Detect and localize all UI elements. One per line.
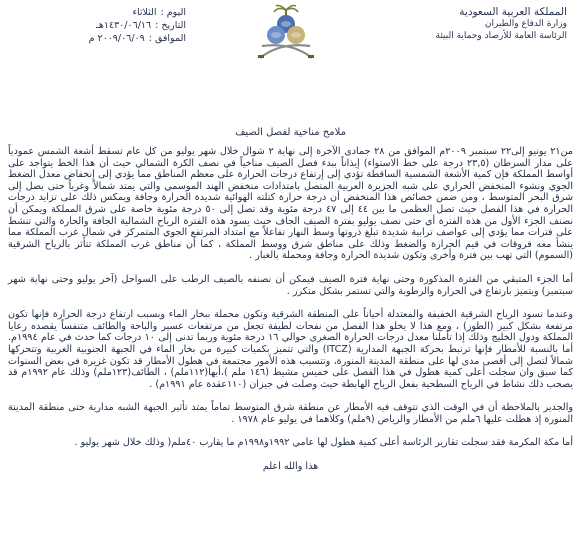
paragraph-humid-summer: أما الجزء المتبقي من الفترة المذكورة وحتى نهاية فترة الصيف فيمكن أن نصنفه بالصيف الرطب على السواحل (آخر يوليو وحتى نهاية شهر سبتمبر) ويتميز بارتفاع في الحرارة والرطوبة والتي تستمر بشكل متكرر . bbox=[8, 273, 573, 297]
organization-header bbox=[367, 6, 567, 42]
hijri-date-value: ١٤٣٠/٠٦/١٦هـ bbox=[96, 20, 152, 31]
corresponding-label: الموافق : bbox=[148, 33, 186, 44]
closing-line: هذا والله اعلم bbox=[262, 461, 319, 473]
date-label: التاريخ : bbox=[155, 20, 186, 31]
gregorian-date-value: ٢٠٠٩/٠٦/٠٩ م bbox=[88, 33, 145, 44]
presidency-name: الرئاسة العامة للأرصاد وحماية البيئة bbox=[435, 31, 567, 41]
document-body bbox=[8, 146, 573, 485]
document-date-block bbox=[26, 6, 186, 45]
document-title: ملامح مناخية لفصل الصيف bbox=[235, 127, 346, 138]
paragraph-winds-and-rain: وعندما تسود الرياح الشرقية الخفيفة والمعتدلة أحياناً على المنطقة الشرقية وتكون محملة ببخار الماء وبسبب ارتفاع درجة الحرارة فإنها تكون مرتفعة بشكل كبير (الطوز) ، ومع هذا لا يخلو هذا الفصل من نفحات لطيفة تجعل من مرتفعات عسير والباحة والطائف متنفساً يقصده رعايا المملكة ودول الخليج وذلك إذا تأملنا معدل درجات الحرارة الصغرى حوالي ١٦ درجة مئوية وربما تدنى إلى ١٠ درجات كما حدث في عام ١٩٩٤م. أما بالنسبة للأمطار فإنها ترتبط بحركة الجبهة المدارية (ITCZ) والتي تتميز بكميات كبيرة من بخار الماء في الجبهة الجنوبية الغربية وتتحركها شمالاً لتصل إلى أقصى مدى لها على منطقة المدينة المنورة، وتتسبب هذه الأمور مجتمعة في هطول الأمطار قد تكون غزيرة في بعض السنوات كما سبق وان سجلت أعلى كمية هطول في هذا الفصل على خميس مشيط (١٤٦ ملم )،أبها(١١٢ملم) ، الطائف(١٢٣ملم) وذلك عام ١٩٩٢م قد يصحب ذلك نشاط في الرياح السطحية بفعل الرياح الهابطة حيث وصلت في جيزان (١١٠عقدة عام ١٩٩١م) . bbox=[8, 309, 574, 390]
paragraph-summer-onset: من٢١ يونيو إلى٢٢ سبتمبر ٢٠٠٩م الموافق من ٢٨ جمادى الآخرة إلى نهاية ٢ شوال خلال شهر يوليو من كل عام تسقط أشعة الشمس عمودياً على مدار السرطان (٢٣,٥ درجة على خط الاستواء) إيذاناً ببدء فصل الصيف مناخياً في نصف الكرة الشمالي حيث أن هذا الخط يتواجد على أواسط المملكة فإن كمية الأشعة الشمسية الساقطة تؤدي إلى إرتفاع درجات الحرارة على معظم المناطق مما يؤدي إلى إنخفاض معدل الضغط الجوي ونشوء المنخفض الحراري على شبه الجزيرة العربية المتصل بامتدادات منخفض الهند الموسمي والتي يمتد شمالاً وغرباً حتى يصل إلى شرق البحر المتوسط ، ومن ضمن خصائص هذا المنخفض أن درجة حرارة كتلته الهوائية شديدة الحرارة وجافة ويمكس ذلك على تزايد درجات الحرارة في هذا الفصل حيث تصل العظمى ما بين ٤٤ إلى ٤٧ درجة مئوية وقد تصل إلى ٥٠ درجة مئوية خاصة على شرق المملكة ويمكن أن نصنف الجزء الأول من هذه الفترة أي حتى نصف يوليو بفترة الصيف الجاف حيث يسود هذه الفترة الرياح الشمالية الجافة والحارة والتي تنشط على فترات مما يؤدي إلى عواصف ترابية شديدة تبلغ ذروتها وسط النهار تفاعلاً مع امتداد المرتفع الجوي المتمركز في شمال غرب المملكة مما ينشأ معه فروقات في قيم الحرارة والضغط وذلك على مناطق شرق ووسط المملكة ، كما أن مناطق غرب المملكة تتأثر بالرياح الشرقية (السموم) التي تهب بين فترة وأخرى وتكون شديدة الحرارة وجافة ومحملة بالغبار . bbox=[8, 146, 574, 262]
day-label: اليوم : bbox=[160, 7, 186, 18]
ministry-name: وزارة الدفاع والطيران bbox=[484, 19, 567, 29]
kingdom-name: المملكة العربية السعودية bbox=[459, 6, 567, 18]
paragraph-medina-rain: والجدير بالملاحظة أن في الوقت الذي تتوقف فيه الأمطار عن منطقة شرق المتوسط تماماً يمتد تأثير الجبهة الشبه مدارية حتى منطقة المدينة المنورة إذ هطلت عليها ٦ملم من الأمطار والرياض (٩ملم) وكلاهما في يوليو عام ١٩٧٨ . bbox=[8, 402, 573, 425]
day-row bbox=[26, 6, 186, 19]
paragraph-makkah-rain: أما مكة المكرمة فقد سجلت تقارير الرئاسة أعلى كمية هطول لها عامي ١٩٩٢و١٩٩٨م ما يقارب ٤٠ملم( وذلك خلال شهر يوليو . bbox=[74, 437, 573, 449]
gregorian-date-row bbox=[26, 32, 186, 45]
day-value: الثلاثاء bbox=[132, 7, 157, 18]
hijri-date-row bbox=[26, 19, 186, 32]
saudi-meteorology-logo-icon bbox=[254, 2, 318, 64]
